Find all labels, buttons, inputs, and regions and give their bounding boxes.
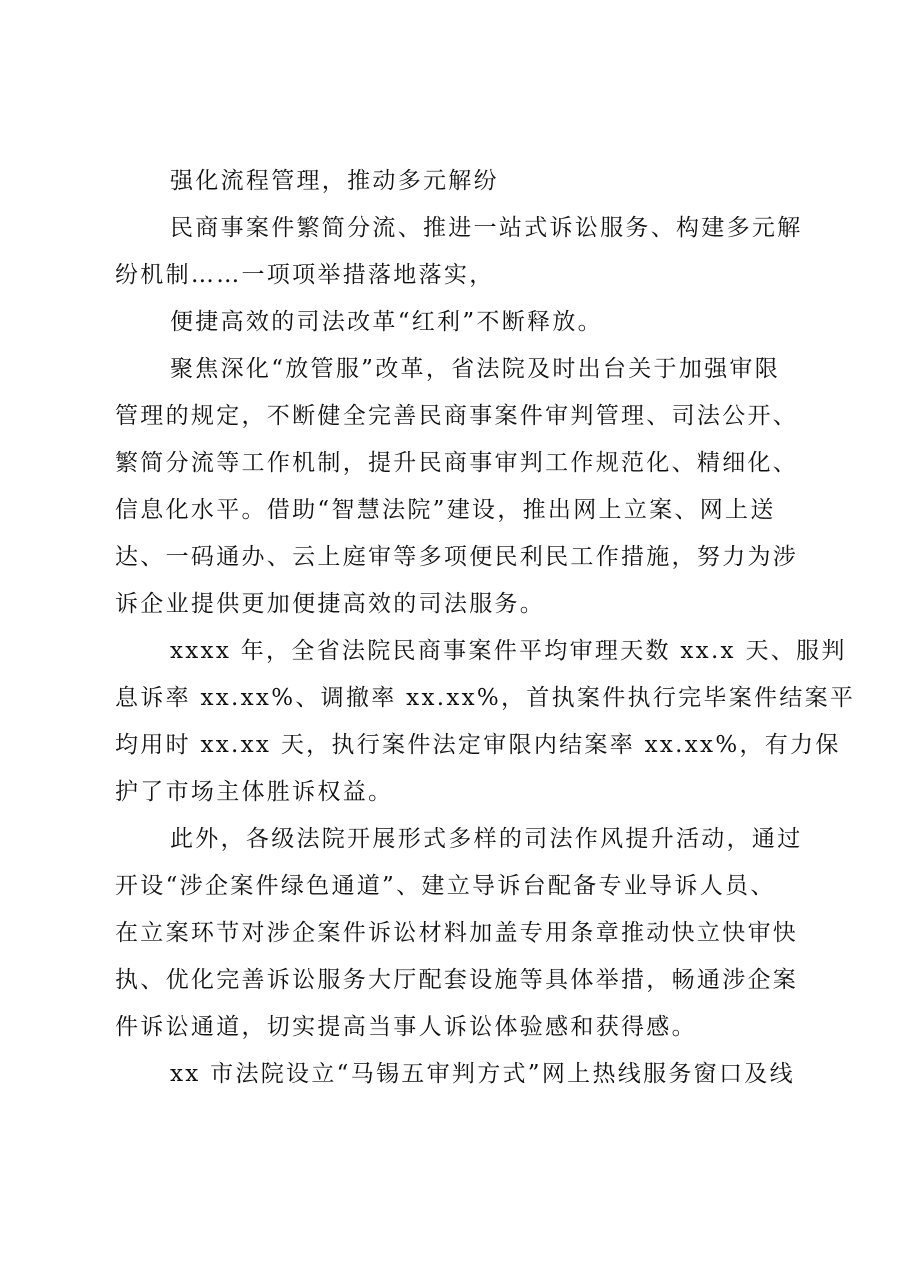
paragraph-line: 开设“涉企案件绿色通道”、建立导诉台配备专业导诉人员、 [115,873,776,899]
paragraph-line: 执、优化完善诉讼服务大厅配套设施等具体举措，畅通涉企案 [115,967,799,993]
document-body [115,158,856,1098]
paragraph-line: 件诉讼通道，切实提高当事人诉讼体验感和获得感。 [115,1014,697,1040]
paragraph-2 [115,205,803,299]
paragraph-line: 便捷高效的司法改革“红利”不断释放。 [170,309,603,335]
paragraph-line: 强化流程管理，推动多元解纷 [170,168,499,194]
paragraph-line: 纷机制……一项项举措落地落实， [115,262,495,288]
paragraph-4 [115,346,803,628]
paragraph-line: 诉企业提供更加便捷高效的司法服务。 [115,591,546,617]
paragraph-line: xx 市法院设立“马锡五审判方式”网上热线服务窗口及线 [170,1061,795,1087]
paragraph-line: 信息化水平。借助“智慧法院”建设，推出网上立案、网上送 [115,497,776,523]
paragraph-7 [115,1051,803,1098]
paragraph-line: 聚焦深化“放管服”改革，省法院及时出台关于加强审限 [170,356,781,382]
paragraph-line: 护了市场主体胜诉权益。 [115,779,394,805]
paragraph-5 [115,628,856,816]
paragraph-line: 民商事案件繁简分流、推进一站式诉讼服务、构建多元解 [170,215,803,241]
paragraph-line: 均用时 xx.xx 天，执行案件法定审限内结案率 xx.xx%，有力保 [115,732,841,758]
paragraph-3 [115,299,803,346]
paragraph-1 [115,158,803,205]
paragraph-6 [115,816,803,1051]
paragraph-line: 息诉率 xx.xx%、调撤率 xx.xx%，首执案件执行完毕案件结案平 [115,685,856,711]
paragraph-line: xxxx 年，全省法院民商事案件平均审理天数 xx.x 天、服判 [170,638,847,664]
paragraph-line: 此外，各级法院开展形式多样的司法作风提升活动，通过 [170,826,803,852]
paragraph-line: 达、一码通办、云上庭审等多项便民利民工作措施，努力为涉 [115,544,799,570]
paragraph-line: 在立案环节对涉企案件诉讼材料加盖专用条章推动快立快审快 [115,920,799,946]
paragraph-line: 繁简分流等工作机制，提升民商事审判工作规范化、精细化、 [115,450,799,476]
paragraph-line: 管理的规定，不断健全完善民商事案件审判管理、司法公开、 [115,403,799,429]
